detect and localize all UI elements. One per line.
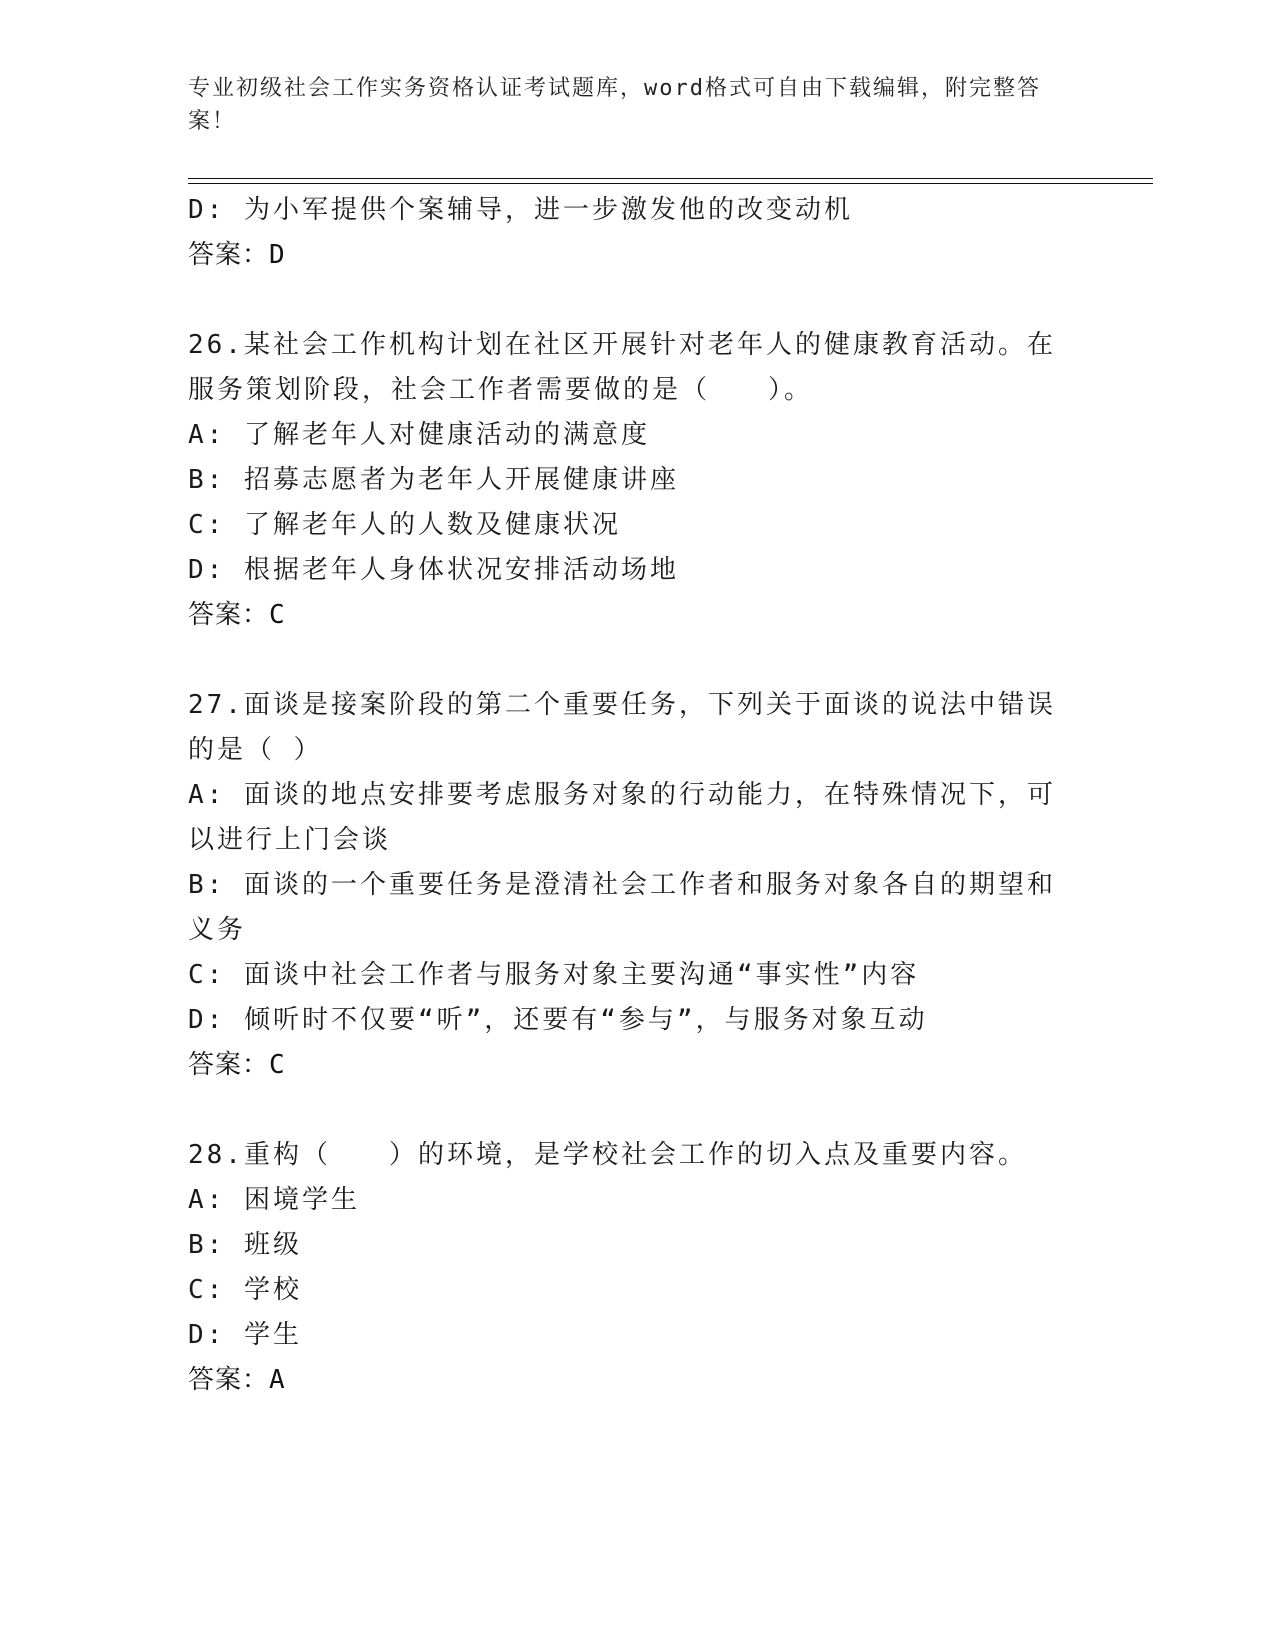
answer-value: A — [269, 1365, 286, 1395]
option-b: B: 面谈的一个重要任务是澄清社会工作者和服务对象各自的期望和义务 — [188, 870, 1056, 945]
answer-label: 答案： — [188, 1050, 270, 1080]
spacer — [188, 278, 1078, 323]
header-rule-bottom — [188, 183, 1153, 184]
option-c: C: 面谈中社会工作者与服务对象主要沟通“事实性”内容 — [188, 960, 920, 990]
question-stem: 26.某社会工作机构计划在社区开展针对老年人的健康教育活动。在服务策划阶段，社会工作者需要做的是（ ）。 — [188, 330, 1056, 405]
option-a: A: 了解老年人对健康活动的满意度 — [188, 420, 650, 450]
option-b: B: 招募志愿者为老年人开展健康讲座 — [188, 465, 679, 495]
page-header: 专业初级社会工作实务资格认证考试题库，word格式可自由下载编辑，附完整答案！ — [188, 76, 1041, 134]
prev-answer — [188, 233, 1078, 278]
spacer — [188, 1088, 1078, 1133]
header-rule-top — [188, 178, 1153, 179]
question-stem: 27.面谈是接案阶段的第二个重要任务，下列关于面谈的说法中错误的是（ ） — [188, 690, 1056, 765]
option-d: D: 学生 — [188, 1320, 302, 1350]
answer-line — [188, 1358, 1078, 1403]
answer-label: 答案： — [188, 240, 270, 270]
question-stem: 28.重构（ ）的环境，是学校社会工作的切入点及重要内容。 — [188, 1140, 1027, 1170]
option-d: D: 根据老年人身体状况安排活动场地 — [188, 555, 679, 585]
option-c: C: 了解老年人的人数及健康状况 — [188, 510, 621, 540]
option-c: C: 学校 — [188, 1275, 302, 1305]
question-content — [188, 188, 1078, 1403]
prev-option-d: D: 为小军提供个案辅导，进一步激发他的改变动机 — [188, 195, 853, 225]
answer-line — [188, 593, 1078, 638]
answer-value: C — [269, 1050, 286, 1080]
option-b: B: 班级 — [188, 1230, 302, 1260]
answer-value: C — [269, 600, 286, 630]
option-a: A: 面谈的地点安排要考虑服务对象的行动能力，在特殊情况下，可以进行上门会谈 — [188, 780, 1056, 855]
answer-value: D — [269, 240, 286, 270]
spacer — [188, 638, 1078, 683]
answer-label: 答案： — [188, 1365, 270, 1395]
option-a: A: 困境学生 — [188, 1185, 360, 1215]
answer-label: 答案： — [188, 600, 270, 630]
option-d: D: 倾听时不仅要“听”，还要有“参与”，与服务对象互动 — [188, 1005, 928, 1035]
answer-line — [188, 1043, 1078, 1088]
